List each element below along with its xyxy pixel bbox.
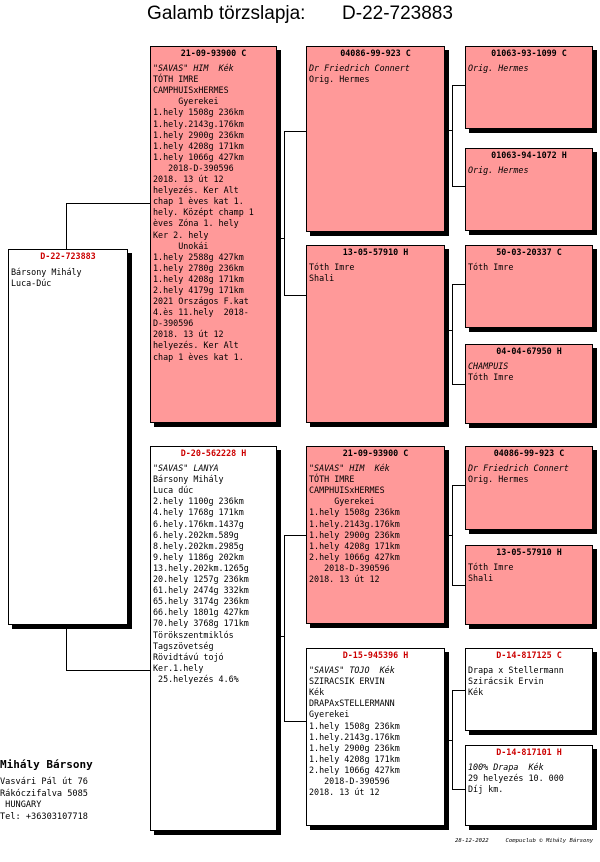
- card-text: [11, 267, 125, 289]
- text-line: Orig. Hermes: [309, 74, 370, 85]
- text-line: Gyerekei: [153, 96, 219, 107]
- connector-line: [66, 670, 150, 671]
- text-line: 2018. 13 út 12: [309, 574, 380, 585]
- card-text: [309, 665, 442, 798]
- card-text: [468, 665, 590, 698]
- text-line: 100% Drapa Kék: [468, 762, 544, 773]
- text-line: 2.hely 1100g 236km: [153, 496, 244, 507]
- text-line: D-390596: [153, 318, 194, 329]
- text-line: helyezés. Ker Alt: [153, 185, 239, 196]
- text-line: Ker 2. hely: [153, 229, 209, 240]
- connector-line: [452, 384, 465, 385]
- text-line: Tóth Imre: [468, 372, 514, 383]
- connector-line: [284, 535, 285, 721]
- sire-sire-dam-card[interactable]: [465, 148, 593, 231]
- text-line: 1.hely 1066g 427km: [153, 151, 244, 162]
- dam-dam-dam-card[interactable]: [465, 745, 593, 826]
- footer-date: 28-12-2022: [455, 838, 489, 844]
- connector-line: [445, 330, 453, 331]
- text-line: Díj km.: [468, 784, 504, 795]
- text-line: 2.hely 4179g 171km: [153, 284, 244, 295]
- text-line: CAMPHUISxHERMES: [309, 485, 385, 496]
- pigeon-card[interactable]: [8, 249, 128, 625]
- text-line: 1.hely.2143g.176km: [153, 118, 244, 129]
- owner-name: SZIRACSIK ERVIN: [309, 676, 385, 687]
- text-line: 1.hely 4208g 171km: [309, 753, 400, 764]
- ring-number: 21-09-93900 C: [180, 48, 247, 58]
- title-ring: D-22-723883: [342, 3, 453, 24]
- text-line: Bársony Mihály: [153, 474, 224, 485]
- ring-number: 01063-93-1099 C: [491, 48, 567, 58]
- pigeon-color: Kék: [379, 665, 395, 676]
- connector-line: [66, 203, 67, 249]
- dam-sire-dam-card[interactable]: [465, 545, 593, 625]
- connector-line: [284, 535, 306, 536]
- text-line: 9.hely 1186g 202km: [153, 551, 244, 562]
- pigeon-name: "SAVAS" HIM: [309, 463, 365, 474]
- text-line: 2.hely 1066g 427km: [309, 551, 400, 562]
- text-line: chap 1 èves kat 1.: [153, 351, 244, 362]
- ring-number: 04086-99-923 C: [340, 48, 411, 58]
- text-line: Törökszentmiklós: [153, 629, 234, 640]
- text-line: 13.hely.202km.1265g: [153, 562, 249, 573]
- text-line: Kék: [468, 687, 484, 698]
- sire-dam-card[interactable]: [306, 245, 445, 423]
- text-line: Ker.1.hely: [153, 662, 204, 673]
- connector-line: [452, 284, 453, 384]
- text-line: 2018. 13 út 12: [153, 329, 224, 340]
- connector-line: [277, 636, 285, 637]
- text-line: 2018-D-390596: [309, 562, 390, 573]
- dam-card[interactable]: [150, 446, 277, 831]
- card-text: [468, 63, 590, 74]
- connector-line: [445, 535, 453, 536]
- text-line: 1.hely 2900g 236km: [153, 129, 244, 140]
- text-line: CAMPHUISxHERMES: [153, 85, 229, 96]
- text-line: 1.hely.2143g.176km: [309, 518, 400, 529]
- ring-number: 21-09-93900 C: [342, 448, 409, 458]
- text-line: 1.hely.2143g.176km: [309, 731, 400, 742]
- connector-line: [66, 625, 67, 670]
- address-line: HUNGARY: [0, 800, 42, 810]
- connector-line: [66, 203, 150, 204]
- text-line: 1.hely 2900g 236km: [309, 742, 400, 753]
- page-title: [0, 3, 600, 25]
- connector-line: [445, 740, 453, 741]
- text-line: 1.hely 2588g 427km: [153, 251, 244, 262]
- text-line: Unokái: [153, 240, 209, 251]
- text-line: Orig. Hermes: [468, 474, 529, 485]
- text-line: Tagszövetség: [153, 640, 214, 651]
- text-line: Luca dúc: [153, 485, 194, 496]
- text-line: 1.hely 1508g 236km: [153, 107, 244, 118]
- address-line: Rákóczifalva 5085: [0, 788, 88, 799]
- ring-number: 01063-94-1072 H: [491, 150, 567, 160]
- text-line: 1.hely 2900g 236km: [309, 529, 400, 540]
- text-line: 6.hely.176km.1437g: [153, 518, 244, 529]
- text-line: 6.hely.202km.589g: [153, 529, 239, 540]
- card-text: [309, 262, 442, 284]
- sire-dam-sire-card[interactable]: [465, 245, 593, 328]
- ring-number: 04086-99-923 C: [493, 448, 565, 458]
- ring-number: 13-05-57910 H: [342, 247, 409, 257]
- text-line: 4.ès 11.hely 2018-: [153, 307, 249, 318]
- text-line: èves Zóna 1. hely: [153, 218, 239, 229]
- text-line: Shali: [468, 573, 494, 584]
- card-text: [309, 463, 442, 585]
- text-line: 66.hely 1801g 427km: [153, 607, 249, 618]
- text-line: 2018-D-390596: [309, 776, 390, 787]
- connector-line: [284, 131, 306, 132]
- owner-block: [0, 758, 93, 823]
- text-line: Drapa x Stellermann: [468, 665, 564, 676]
- sire-sire-sire-card[interactable]: [465, 46, 593, 129]
- text-line: Tóth Imre: [468, 262, 514, 273]
- sire-dam-dam-card[interactable]: [465, 344, 593, 424]
- connector-line: [452, 485, 465, 486]
- connector-line: [445, 130, 453, 131]
- pigeon-name: "SAVAS" LANYA: [153, 463, 219, 474]
- text-line: Orig. Hermes: [468, 165, 529, 176]
- card-text: [468, 562, 590, 584]
- ring-number: D-22-723883: [40, 251, 96, 261]
- text-line: 25.helyezés 4.6%: [153, 673, 239, 684]
- card-text: [468, 361, 590, 383]
- text-line: Rövidtávú tojó: [153, 651, 224, 662]
- text-line: 1.hely 4208g 171km: [309, 540, 400, 551]
- text-line: DRAPAxSTELLERMANN: [309, 698, 395, 709]
- connector-line: [277, 238, 285, 239]
- connector-line: [284, 721, 306, 722]
- text-line: 8.hely.202km.2985g: [153, 540, 244, 551]
- text-line: chap 1 èves kat 1.: [153, 196, 244, 207]
- ring-number: D-14-817101 H: [496, 747, 562, 757]
- text-line: Bársony Mihály: [11, 267, 82, 278]
- text-line: 2018-D-390596: [153, 162, 234, 173]
- text-line: Gyerekei: [309, 496, 375, 507]
- card-text: [468, 165, 590, 176]
- address-line: Vasvári Pál út 76: [0, 777, 88, 787]
- text-line: hely. Középt champ 1: [153, 207, 254, 218]
- text-line: Dr Friedrich Connert: [309, 63, 410, 74]
- pigeon-name: "SAVAS" TOJO: [309, 665, 370, 676]
- text-line: helyezés. Ker Alt: [153, 340, 239, 351]
- ring-number: 13-05-57910 H: [496, 547, 562, 557]
- text-line: Gyerekei: [309, 709, 350, 720]
- connector-line: [452, 186, 465, 187]
- text-line: CHAMPUIS: [468, 361, 509, 372]
- dam-dam-sire-card[interactable]: [465, 648, 593, 731]
- address-line: Tel: +36303107718: [0, 811, 88, 822]
- ring-number: D-14-817125 C: [496, 650, 562, 660]
- pigeon-name: "SAVAS" HIM: [153, 63, 209, 74]
- text-line: 2021 Országos F.kat: [153, 296, 249, 307]
- text-line: 2018. 13 út 12: [153, 174, 224, 185]
- title-label: Galamb törzslapja:: [147, 3, 306, 24]
- text-line: 2018. 13 út 12: [309, 787, 380, 798]
- text-line: 70.hely 3768g 171km: [153, 618, 249, 629]
- text-line: 1.hely 2780g 236km: [153, 262, 244, 273]
- dam-sire-sire-card[interactable]: [465, 446, 593, 530]
- sire-sire-card[interactable]: [306, 46, 445, 232]
- text-line: 65.hely 3174g 236km: [153, 596, 249, 607]
- dam-sire-card[interactable]: [306, 446, 445, 624]
- ring-number: 04-04-67950 H: [496, 346, 562, 356]
- connector-line: [452, 789, 465, 790]
- connector-line: [284, 131, 285, 295]
- card-text: [153, 463, 274, 685]
- owner-name: Mihály Bársony: [0, 758, 93, 771]
- text-line: Szirácsik Ervin: [468, 676, 544, 687]
- text-line: 29 helyezés 10. 000: [468, 773, 564, 784]
- connector-line: [452, 690, 465, 691]
- connector-line: [452, 284, 465, 285]
- text-line: 1.hely 4208g 171km: [153, 140, 244, 151]
- ring-number: 50-03-20337 C: [496, 247, 562, 257]
- text-line: Kék: [309, 687, 325, 698]
- owner-name: TÓTH IMRE: [309, 474, 355, 485]
- text-line: Shali: [309, 273, 335, 284]
- card-text: [309, 63, 442, 85]
- pigeon-color: Kék: [374, 463, 390, 474]
- text-line: 4.hely 1768g 171km: [153, 507, 244, 518]
- text-line: 1.hely 4208g 171km: [153, 273, 244, 284]
- footer-credit: Compuclub © Mihály Bársony: [505, 838, 594, 844]
- text-line: Luca-Dúc: [11, 278, 52, 289]
- ring-number: D-20-562228 H: [180, 448, 247, 458]
- footer: [455, 838, 593, 844]
- text-line: Tóth Imre: [468, 562, 514, 573]
- text-line: 1.hely 1508g 236km: [309, 720, 400, 731]
- connector-line: [452, 85, 453, 186]
- connector-line: [452, 585, 465, 586]
- ring-number: D-15-945396 H: [342, 650, 409, 660]
- sire-card[interactable]: [150, 46, 277, 423]
- card-text: [468, 262, 590, 273]
- text-line: Tóth Imre: [309, 262, 355, 273]
- text-line: 2.hely 1066g 427km: [309, 764, 400, 775]
- text-line: 1.hely 1508g 236km: [309, 507, 400, 518]
- connector-line: [284, 295, 306, 296]
- text-line: 61.hely 2474g 332km: [153, 585, 249, 596]
- dam-dam-card[interactable]: [306, 648, 445, 826]
- text-line: Orig. Hermes: [468, 63, 529, 74]
- text-line: Dr Friedrich Connert: [468, 463, 569, 474]
- card-text: [468, 463, 590, 485]
- card-text: [153, 63, 274, 363]
- pigeon-color: Kék: [218, 63, 234, 74]
- card-text: [468, 762, 590, 795]
- text-line: 20.hely 1257g 236km: [153, 574, 249, 585]
- owner-name: TÓTH IMRE: [153, 74, 199, 85]
- connector-line: [452, 85, 465, 86]
